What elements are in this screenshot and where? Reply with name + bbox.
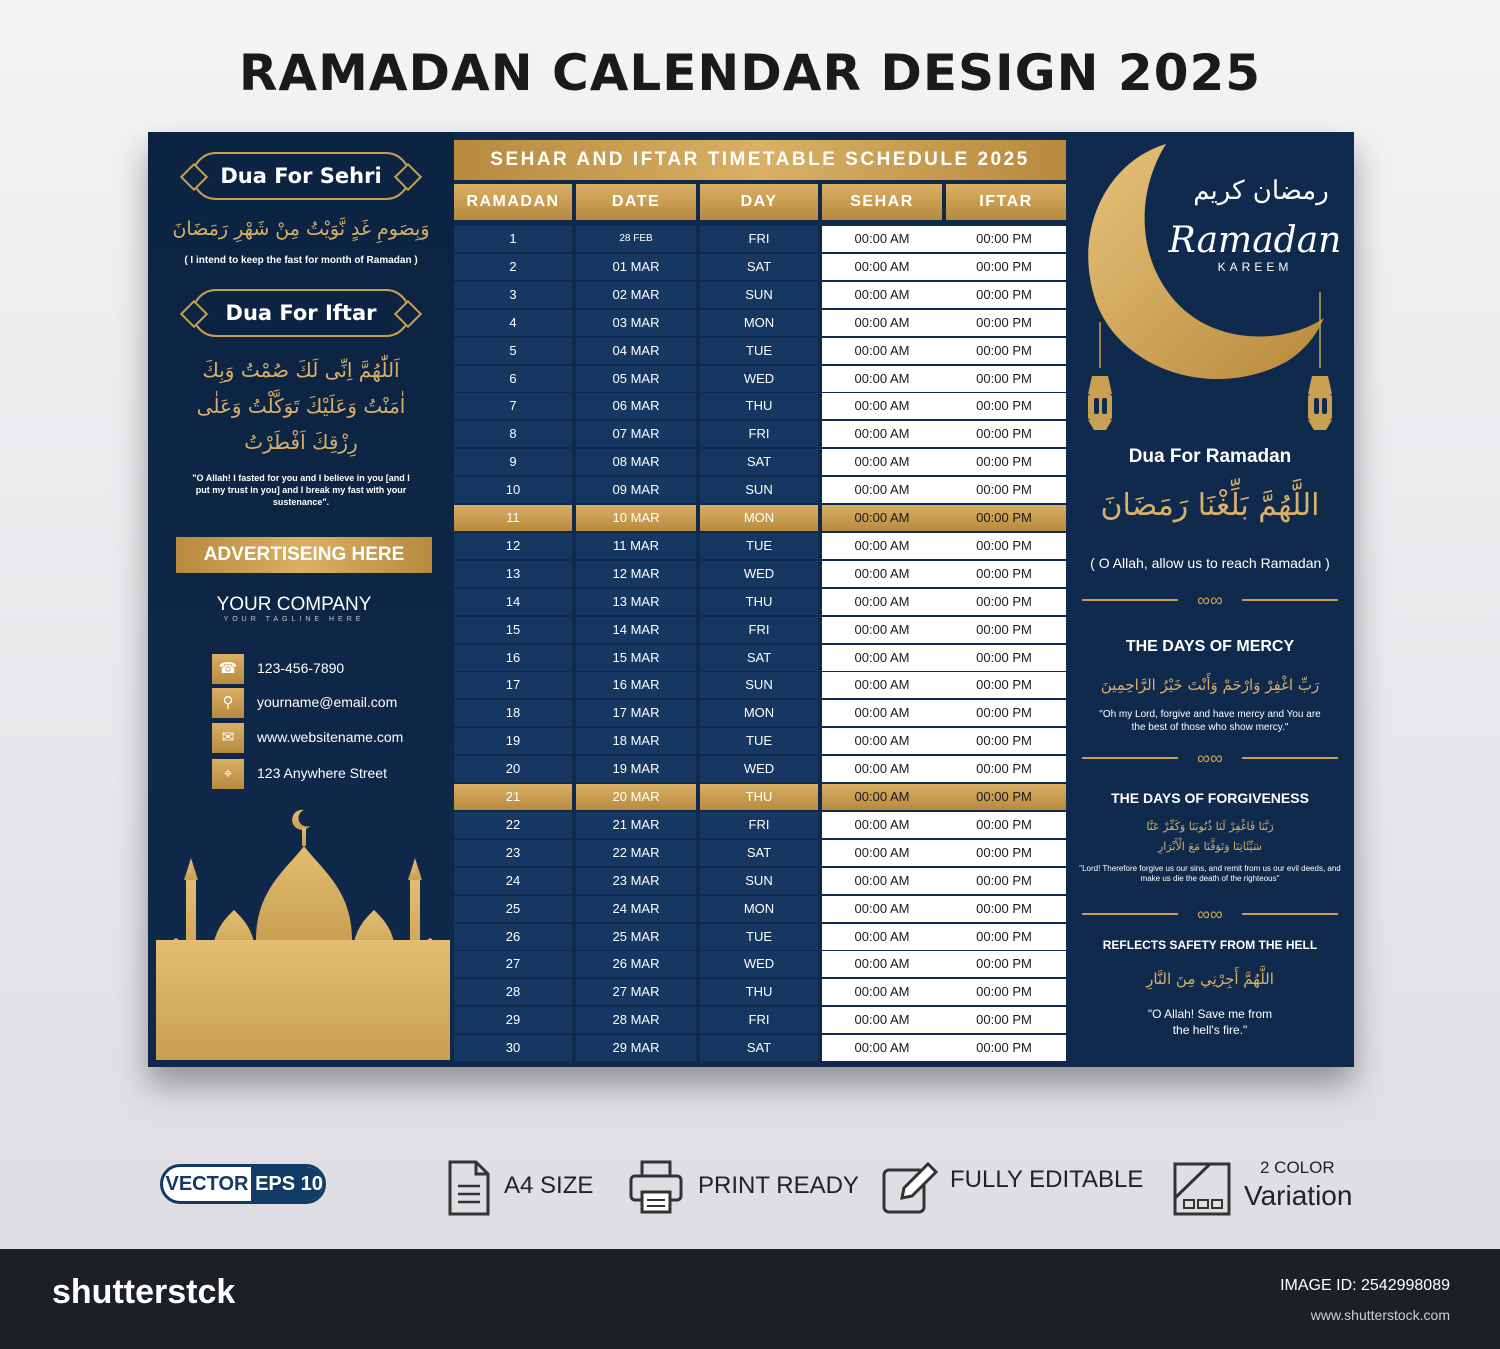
cell-day: SAT <box>700 645 818 671</box>
cell-ramadan: 19 <box>454 728 572 754</box>
cell-date: 24 MAR <box>576 896 696 922</box>
cell-day: SUN <box>700 672 818 698</box>
header-sehar: SEHAR <box>822 184 942 220</box>
cell-date: 28 FEB <box>576 226 696 252</box>
cell-iftar: 00:00 PM <box>942 282 1066 308</box>
edit-pencil-icon <box>880 1158 940 1218</box>
site-url[interactable]: www.shutterstock.com <box>1310 1307 1450 1323</box>
table-row <box>454 672 1066 699</box>
table-row <box>454 617 1066 644</box>
table-row <box>454 1007 1066 1034</box>
forgiveness-title: THE DAYS OF FORGIVENESS <box>1111 790 1309 806</box>
cell-day: SUN <box>700 477 818 503</box>
shutterstock-logo: shutterstck <box>52 1273 236 1311</box>
mercy-arabic: رَبِّ اغْفِرْ وَارْحَمْ وَأَنْتَ خَيْرُ الرَّاحِمِينَ <box>1100 676 1320 694</box>
cell-iftar: 00:00 PM <box>942 393 1066 419</box>
sehri-title: Dua For Sehri <box>192 152 410 200</box>
cell-date: 20 MAR <box>576 784 696 810</box>
cell-day: WED <box>700 756 818 782</box>
cell-sehar: 00:00 AM <box>822 756 942 782</box>
cell-day: TUE <box>700 728 818 754</box>
cell-date: 18 MAR <box>576 728 696 754</box>
cell-date: 03 MAR <box>576 310 696 336</box>
cell-date: 27 MAR <box>576 979 696 1005</box>
cell-sehar: 00:00 AM <box>822 924 942 950</box>
table-row <box>454 784 1066 811</box>
cell-day: FRI <box>700 1007 818 1033</box>
dua-ramadan-arabic: اللَّهُمَّ بَلِّغْنَا رَمَضَانَ <box>1100 488 1320 523</box>
cell-iftar: 00:00 PM <box>942 700 1066 726</box>
forgiveness-arabic-line-1: رَبَّنَا فَاغْفِرْ لَنَا ذُنُوبَنَا وَكَفِّرْ عَنَّا <box>1146 820 1274 833</box>
mail-icon: ✉ <box>212 723 244 753</box>
cell-sehar: 00:00 AM <box>822 784 942 810</box>
cell-iftar: 00:00 PM <box>942 784 1066 810</box>
table-row <box>454 840 1066 867</box>
iftar-translation: "O Allah! I fasted for you and I believe in you [and I put my trust in you] and I break my fast with your sustenance". <box>192 473 410 507</box>
location-icon: ⌖ <box>212 759 244 789</box>
print-ready-label: PRINT READY <box>698 1172 859 1199</box>
cell-day: MON <box>700 896 818 922</box>
table-row <box>454 561 1066 588</box>
cell-iftar: 00:00 PM <box>942 421 1066 447</box>
forgiveness-translation: "Lord! Therefore forgive us our sins, and remit from us our evil deeds, and make us die the death of the righteous" <box>1079 864 1341 883</box>
cell-sehar: 00:00 AM <box>822 672 942 698</box>
cell-ramadan: 7 <box>454 393 572 419</box>
cell-ramadan: 2 <box>454 254 572 280</box>
ornament-divider: ∞∞ <box>1082 748 1338 768</box>
cell-iftar: 00:00 PM <box>942 868 1066 894</box>
sehri-arabic: وَبِصَومِ غَدٍ نَّوَيْتُ مِنْ شَهْرِ رَمَضَانَ <box>172 218 430 240</box>
cell-day: SAT <box>700 449 818 475</box>
cell-iftar: 00:00 PM <box>942 672 1066 698</box>
table-row <box>454 366 1066 393</box>
left-panel <box>148 132 454 1067</box>
cell-ramadan: 29 <box>454 1007 572 1033</box>
header-date: DATE <box>576 184 696 220</box>
cell-iftar: 00:00 PM <box>942 338 1066 364</box>
cell-iftar: 00:00 PM <box>942 589 1066 615</box>
cell-sehar: 00:00 AM <box>822 421 942 447</box>
cell-day: MON <box>700 505 818 531</box>
cell-iftar: 00:00 PM <box>942 533 1066 559</box>
cell-iftar: 00:00 PM <box>942 840 1066 866</box>
cell-sehar: 00:00 AM <box>822 700 942 726</box>
table-row <box>454 505 1066 532</box>
cell-day: THU <box>700 784 818 810</box>
cell-date: 21 MAR <box>576 812 696 838</box>
cell-date: 23 MAR <box>576 868 696 894</box>
cell-day: SAT <box>700 840 818 866</box>
cell-day: FRI <box>700 812 818 838</box>
cell-day: SUN <box>700 282 818 308</box>
cell-date: 15 MAR <box>576 645 696 671</box>
cell-ramadan: 6 <box>454 366 572 392</box>
cell-sehar: 00:00 AM <box>822 840 942 866</box>
cell-day: THU <box>700 979 818 1005</box>
calendar-poster <box>148 132 1354 1067</box>
cell-sehar: 00:00 AM <box>822 812 942 838</box>
cell-sehar: 00:00 AM <box>822 617 942 643</box>
table-row <box>454 477 1066 504</box>
hell-translation: "O Allah! Save me from the hell's fire." <box>1147 1007 1273 1037</box>
feature-editable <box>880 1158 1150 1218</box>
cell-iftar: 00:00 PM <box>942 979 1066 1005</box>
cell-iftar: 00:00 PM <box>942 645 1066 671</box>
cell-ramadan: 13 <box>454 561 572 587</box>
variation-label: Variation <box>1244 1180 1353 1211</box>
page-title: RAMADAN CALENDAR DESIGN 2025 <box>238 44 1262 102</box>
cell-day: WED <box>700 951 818 977</box>
cell-sehar: 00:00 AM <box>822 645 942 671</box>
cell-ramadan: 8 <box>454 421 572 447</box>
cell-iftar: 00:00 PM <box>942 1007 1066 1033</box>
cell-ramadan: 23 <box>454 840 572 866</box>
cell-day: WED <box>700 366 818 392</box>
table-row <box>454 700 1066 727</box>
cell-date: 05 MAR <box>576 366 696 392</box>
cell-sehar: 00:00 AM <box>822 477 942 503</box>
color-count-label: 2 COLOR <box>1260 1158 1335 1177</box>
cell-date: 11 MAR <box>576 533 696 559</box>
header-day: DAY <box>700 184 818 220</box>
cell-date: 26 MAR <box>576 951 696 977</box>
company-tagline: YOUR TAGLINE HERE <box>223 616 365 623</box>
table-row <box>454 589 1066 616</box>
cell-date: 01 MAR <box>576 254 696 280</box>
image-id: IMAGE ID: 2542998089 <box>1280 1277 1450 1294</box>
table-row <box>454 449 1066 476</box>
search-icon: ⚲ <box>212 688 244 718</box>
cell-ramadan: 26 <box>454 924 572 950</box>
cell-ramadan: 12 <box>454 533 572 559</box>
cell-date: 28 MAR <box>576 1007 696 1033</box>
cell-date: 07 MAR <box>576 421 696 447</box>
cell-iftar: 00:00 PM <box>942 254 1066 280</box>
cell-iftar: 00:00 PM <box>942 728 1066 754</box>
mercy-translation: "Oh my Lord, forgive and have mercy and You are the best of those who show mercy." <box>1099 709 1321 733</box>
table-row <box>454 254 1066 281</box>
cell-ramadan: 9 <box>454 449 572 475</box>
cell-ramadan: 28 <box>454 979 572 1005</box>
iftar-arabic-line-3: رِزْقِكَ اَفْطَرْتُ <box>244 430 358 454</box>
cell-sehar: 00:00 AM <box>822 896 942 922</box>
fully-editable-label: FULLY EDITABLE <box>950 1166 1144 1193</box>
cell-sehar: 00:00 AM <box>822 505 942 531</box>
cell-date: 06 MAR <box>576 393 696 419</box>
cell-day: SAT <box>700 254 818 280</box>
cell-day: MON <box>700 310 818 336</box>
mosque-silhouette-icon <box>156 800 450 1060</box>
cell-date: 22 MAR <box>576 840 696 866</box>
table-row <box>454 868 1066 895</box>
cell-date: 29 MAR <box>576 1035 696 1061</box>
dua-ramadan-translation: ( O Allah, allow us to reach Ramadan ) <box>1090 555 1330 571</box>
cell-sehar: 00:00 AM <box>822 1007 942 1033</box>
cell-sehar: 00:00 AM <box>822 254 942 280</box>
cell-date: 17 MAR <box>576 700 696 726</box>
cell-sehar: 00:00 AM <box>822 1035 942 1061</box>
cell-day: WED <box>700 561 818 587</box>
cell-sehar: 00:00 AM <box>822 449 942 475</box>
cell-ramadan: 24 <box>454 868 572 894</box>
contact-website-text: www.websitename.com <box>257 729 404 745</box>
table-row <box>454 951 1066 978</box>
table-row <box>454 756 1066 783</box>
table-row <box>454 812 1066 839</box>
hell-title: REFLECTS SAFETY FROM THE HELL <box>1102 938 1318 952</box>
cell-sehar: 00:00 AM <box>822 338 942 364</box>
right-panel <box>1066 132 1354 1067</box>
calligraphy-ramadan: Ramadan <box>1168 220 1342 261</box>
table-row <box>454 896 1066 923</box>
cell-date: 25 MAR <box>576 924 696 950</box>
ornament-divider: ∞∞ <box>1082 590 1338 610</box>
cell-ramadan: 27 <box>454 951 572 977</box>
cell-ramadan: 20 <box>454 756 572 782</box>
dua-ramadan-title: Dua For Ramadan <box>1128 446 1292 467</box>
eps-label: EPS 10 <box>251 1167 326 1201</box>
ornament-divider: ∞∞ <box>1082 904 1338 924</box>
cell-ramadan: 16 <box>454 645 572 671</box>
cell-date: 08 MAR <box>576 449 696 475</box>
cell-sehar: 00:00 AM <box>822 728 942 754</box>
cell-date: 04 MAR <box>576 338 696 364</box>
cell-day: FRI <box>700 226 818 252</box>
cell-ramadan: 17 <box>454 672 572 698</box>
cell-date: 09 MAR <box>576 477 696 503</box>
cell-day: TUE <box>700 338 818 364</box>
table-row <box>454 282 1066 309</box>
cell-day: FRI <box>700 421 818 447</box>
table-row <box>454 924 1066 951</box>
cell-ramadan: 15 <box>454 617 572 643</box>
cell-day: TUE <box>700 533 818 559</box>
advertising-banner: ADVERTISEING HERE <box>176 537 432 573</box>
cell-day: THU <box>700 393 818 419</box>
table-row <box>454 533 1066 560</box>
cell-iftar: 00:00 PM <box>942 812 1066 838</box>
table-row <box>454 226 1066 253</box>
cell-iftar: 00:00 PM <box>942 505 1066 531</box>
mercy-title: THE DAYS OF MERCY <box>1125 638 1295 655</box>
feature-a4 <box>446 1158 596 1218</box>
forgiveness-arabic-line-2: سَيِّئَاتِنَا وَتَوَفَّنَا مَعَ الْأَبْرَارِ <box>1158 840 1262 853</box>
cell-iftar: 00:00 PM <box>942 449 1066 475</box>
feature-color-variation <box>1172 1158 1372 1218</box>
cell-iftar: 00:00 PM <box>942 226 1066 252</box>
cell-iftar: 00:00 PM <box>942 951 1066 977</box>
cell-date: 12 MAR <box>576 561 696 587</box>
cell-ramadan: 3 <box>454 282 572 308</box>
calligraphy-arabic: رمضان كريم <box>1193 176 1329 206</box>
cell-sehar: 00:00 AM <box>822 868 942 894</box>
cell-sehar: 00:00 AM <box>822 282 942 308</box>
header-ramadan: RAMADAN <box>454 184 572 220</box>
company-name: YOUR COMPANY <box>216 594 372 615</box>
cell-sehar: 00:00 AM <box>822 979 942 1005</box>
cell-ramadan: 14 <box>454 589 572 615</box>
cell-day: SUN <box>700 868 818 894</box>
cell-ramadan: 10 <box>454 477 572 503</box>
cell-sehar: 00:00 AM <box>822 589 942 615</box>
cell-iftar: 00:00 PM <box>942 617 1066 643</box>
cell-ramadan: 30 <box>454 1035 572 1061</box>
footer-bar <box>0 1249 1500 1349</box>
cell-date: 02 MAR <box>576 282 696 308</box>
cell-ramadan: 22 <box>454 812 572 838</box>
document-icon <box>446 1158 492 1218</box>
cell-sehar: 00:00 AM <box>822 561 942 587</box>
cell-sehar: 00:00 AM <box>822 310 942 336</box>
cell-date: 16 MAR <box>576 672 696 698</box>
table-row <box>454 393 1066 420</box>
cell-sehar: 00:00 AM <box>822 393 942 419</box>
cell-ramadan: 21 <box>454 784 572 810</box>
table-row <box>454 979 1066 1006</box>
iftar-title: Dua For Iftar <box>192 289 410 337</box>
cell-ramadan: 18 <box>454 700 572 726</box>
table-row <box>454 1035 1066 1062</box>
cell-date: 13 MAR <box>576 589 696 615</box>
cell-ramadan: 1 <box>454 226 572 252</box>
sehri-translation: ( I intend to keep the fast for month of Ramadan ) <box>184 255 418 266</box>
cell-iftar: 00:00 PM <box>942 924 1066 950</box>
vector-eps-badge <box>160 1164 326 1204</box>
cell-ramadan: 5 <box>454 338 572 364</box>
cell-iftar: 00:00 PM <box>942 561 1066 587</box>
cell-sehar: 00:00 AM <box>822 226 942 252</box>
color-swatch-icon <box>1172 1158 1232 1218</box>
cell-iftar: 00:00 PM <box>942 310 1066 336</box>
a4-size-label: A4 SIZE <box>504 1172 594 1199</box>
cell-iftar: 00:00 PM <box>942 1035 1066 1061</box>
calligraphy-kareem: KAREEM <box>1217 260 1293 274</box>
cell-iftar: 00:00 PM <box>942 896 1066 922</box>
cell-ramadan: 4 <box>454 310 572 336</box>
table-row <box>454 421 1066 448</box>
cell-ramadan: 11 <box>454 505 572 531</box>
contact-address-text: 123 Anywhere Street <box>257 765 387 781</box>
table-row <box>454 310 1066 337</box>
cell-day: FRI <box>700 617 818 643</box>
iftar-arabic-line-2: اٰمَنْتُ وَعَلَيْكَ تَوَكَّلْتُ وَعَلٰى <box>196 394 406 418</box>
cell-date: 19 MAR <box>576 756 696 782</box>
cell-day: THU <box>700 589 818 615</box>
feature-strip <box>0 1140 1500 1230</box>
table-row <box>454 645 1066 672</box>
cell-date: 14 MAR <box>576 617 696 643</box>
cell-date: 10 MAR <box>576 505 696 531</box>
hell-arabic: اللَّهُمَّ أَجِرْنِي مِنَ النَّارِ <box>1146 970 1274 988</box>
cell-sehar: 00:00 AM <box>822 366 942 392</box>
cell-sehar: 00:00 AM <box>822 951 942 977</box>
feature-print <box>628 1158 858 1218</box>
iftar-arabic-line-1: اَللّٰهُمَّ اِنِّى لَكَ صُمْتُ وَبِكَ <box>202 358 400 382</box>
header-iftar: IFTAR <box>946 184 1066 220</box>
printer-icon <box>628 1158 684 1218</box>
cell-ramadan: 25 <box>454 896 572 922</box>
contact-phone-text: 123-456-7890 <box>257 660 345 676</box>
phone-icon: ☎ <box>212 654 244 684</box>
vector-label: VECTOR <box>165 1173 249 1195</box>
table-row <box>454 338 1066 365</box>
cell-iftar: 00:00 PM <box>942 477 1066 503</box>
table-row <box>454 728 1066 755</box>
timetable-title: SEHAR AND IFTAR TIMETABLE SCHEDULE 2025 <box>454 140 1066 180</box>
cell-day: TUE <box>700 924 818 950</box>
cell-day: SAT <box>700 1035 818 1061</box>
cell-iftar: 00:00 PM <box>942 756 1066 782</box>
cell-day: MON <box>700 700 818 726</box>
table-header <box>454 184 1066 220</box>
contact-email-text: yourname@email.com <box>257 694 398 710</box>
cell-sehar: 00:00 AM <box>822 533 942 559</box>
cell-iftar: 00:00 PM <box>942 366 1066 392</box>
